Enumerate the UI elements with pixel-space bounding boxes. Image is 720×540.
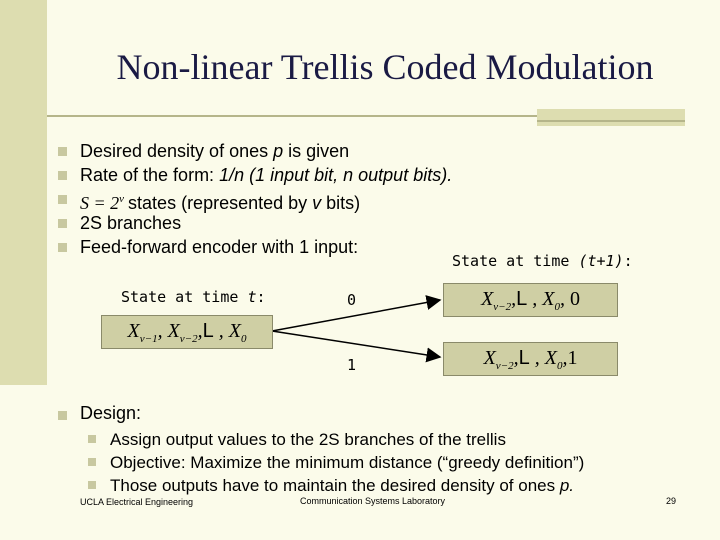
- sub-bullet-text: Those outputs have to maintain the desired density of ones: [110, 476, 560, 495]
- bullet-text: Desired density of ones: [80, 141, 274, 161]
- bullet-square-icon: [88, 435, 96, 443]
- bullet-italic: p: [273, 141, 284, 161]
- slide-title: Non-linear Trellis Coded Modulation: [116, 47, 654, 87]
- bullet-square-icon: [88, 458, 96, 466]
- bullet-square-icon: [58, 411, 67, 420]
- footer-left: UCLA Electrical Engineering: [80, 497, 194, 507]
- branch-0-label: 0: [347, 291, 357, 309]
- sub-bullet-text: Objective: Maximize the minimum distance (“greedy definition”): [110, 453, 585, 472]
- bullet-text: Feed-forward encoder with 1 input:: [80, 237, 359, 257]
- bullet-text: bits): [321, 193, 361, 213]
- design-label: Design:: [80, 403, 142, 423]
- bullet-text: is given: [283, 141, 350, 161]
- bullet-text: states (represented by: [128, 193, 313, 213]
- sub-bullet-text: Assign output values to the 2S branches of the trellis: [110, 430, 506, 449]
- sub-bullet-italic: p.: [559, 476, 575, 495]
- bullet-square-icon: [88, 481, 96, 489]
- bullet-italic: v: [312, 193, 322, 213]
- target-state-0-box: $X_{v-2},L$ , $X_0$, 0: [443, 283, 618, 317]
- state-t1-label: State at time (t+1):: [452, 252, 633, 270]
- page-number: 29: [666, 496, 677, 506]
- branch-1-label: 1: [347, 356, 357, 374]
- target-state-1-box: $X_{v-2},L$ , $X_0,1$: [443, 342, 618, 376]
- bullet-text: Rate of the form:: [80, 165, 220, 185]
- footer-center: Communication Systems Laboratory: [300, 496, 446, 506]
- state-t-label: State at time t:: [121, 288, 266, 306]
- bullet-italic: 1/n (1 input bit, n output bits).: [219, 165, 453, 185]
- states-formula: $S = 2^v$: [80, 193, 125, 213]
- bullet-text: 2S branches: [80, 213, 182, 233]
- source-state-box: $X_{v-1}$, $X_{v-2},L$ , $X_0$: [101, 315, 273, 349]
- branch-1-arrow: [272, 331, 440, 357]
